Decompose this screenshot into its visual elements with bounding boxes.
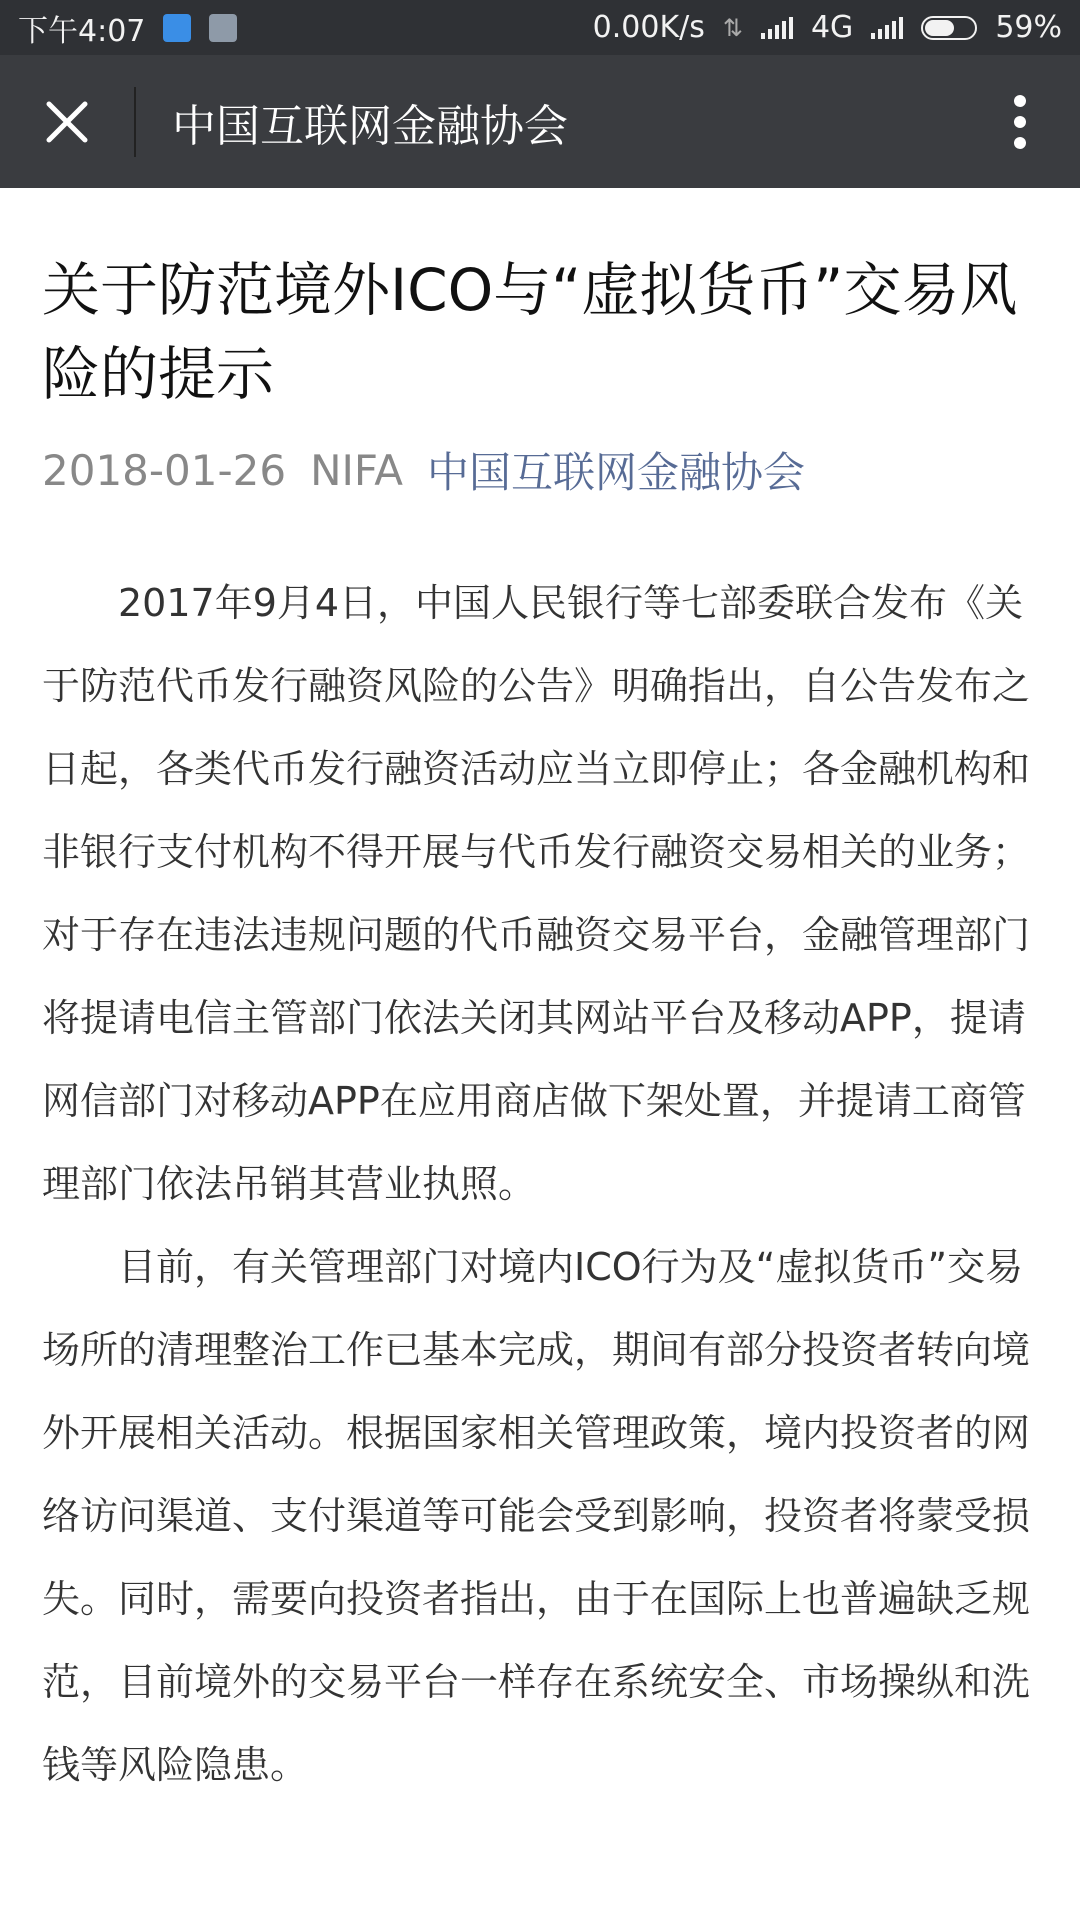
status-bar-right xyxy=(593,10,1062,45)
article-paragraph: 目前，有关管理部门对境内ICO行为及“虚拟货币”交易场所的清理整治工作已基本完成，期间有部分投资者转向境外开展相关活动。根据国家相关管理政策，境内投资者的网络访问渠道、支付渠道等可能会受到影响，投资者将蒙受损失。同时，需要向投资者指出，由于在国际上也普遍缺乏规范，目前境外的交易平台一样存在系统安全、市场操纵和洗钱等风险隐患。 xyxy=(42,1245,1031,1787)
signal-icon-2 xyxy=(871,17,903,39)
data-arrows-icon: ⇅ xyxy=(722,13,743,42)
notification-app-icon xyxy=(163,14,191,42)
nav-title: 中国互联网金融协会 xyxy=(172,100,568,152)
close-button[interactable] xyxy=(0,55,134,188)
status-bar-left xyxy=(18,6,237,50)
article-title: 关于防范境外ICO与“虚拟货币”交易风险的提示 xyxy=(42,256,1018,408)
top-navigation-bar xyxy=(0,55,1080,188)
signal-icon xyxy=(761,17,793,39)
article-author: NIFA xyxy=(310,445,403,495)
network-type: 4G xyxy=(810,10,854,45)
status-time: 下午4:07 xyxy=(18,13,146,49)
account-link[interactable]: 中国互联网金融协会 xyxy=(426,448,805,497)
notification-message-icon xyxy=(209,14,237,42)
net-speed: 0.00K/s xyxy=(592,10,705,45)
battery-percent: 59% xyxy=(995,10,1062,45)
nav-divider xyxy=(134,87,136,157)
article-body xyxy=(42,562,1038,1807)
article-content xyxy=(0,248,1080,1807)
close-icon xyxy=(45,100,89,144)
status-bar xyxy=(0,0,1080,55)
more-vertical-icon xyxy=(1013,94,1027,150)
article-paragraph: 2017年9月4日，中国人民银行等七部委联合发布《关于防范代币发行融资风险的公告》明确指出，自公告发布之日起，各类代币发行融资活动应当立即停止；各金融机构和非银行支付机构不得开展与代币发行融资交易相关的业务；对于存在违法违规问题的代币融资交易平台，金融管理部门将提请电信主管部门依法关闭其网站平台及移动APP，提请网信部门对移动APP在应用商店做下架处置，并提请工商管理部门依法吊销其营业执照。 xyxy=(42,581,1031,1206)
battery-icon xyxy=(921,16,977,40)
article-meta xyxy=(42,440,1038,500)
more-options-button[interactable] xyxy=(990,55,1050,188)
article-date: 2018-01-26 xyxy=(42,445,287,495)
